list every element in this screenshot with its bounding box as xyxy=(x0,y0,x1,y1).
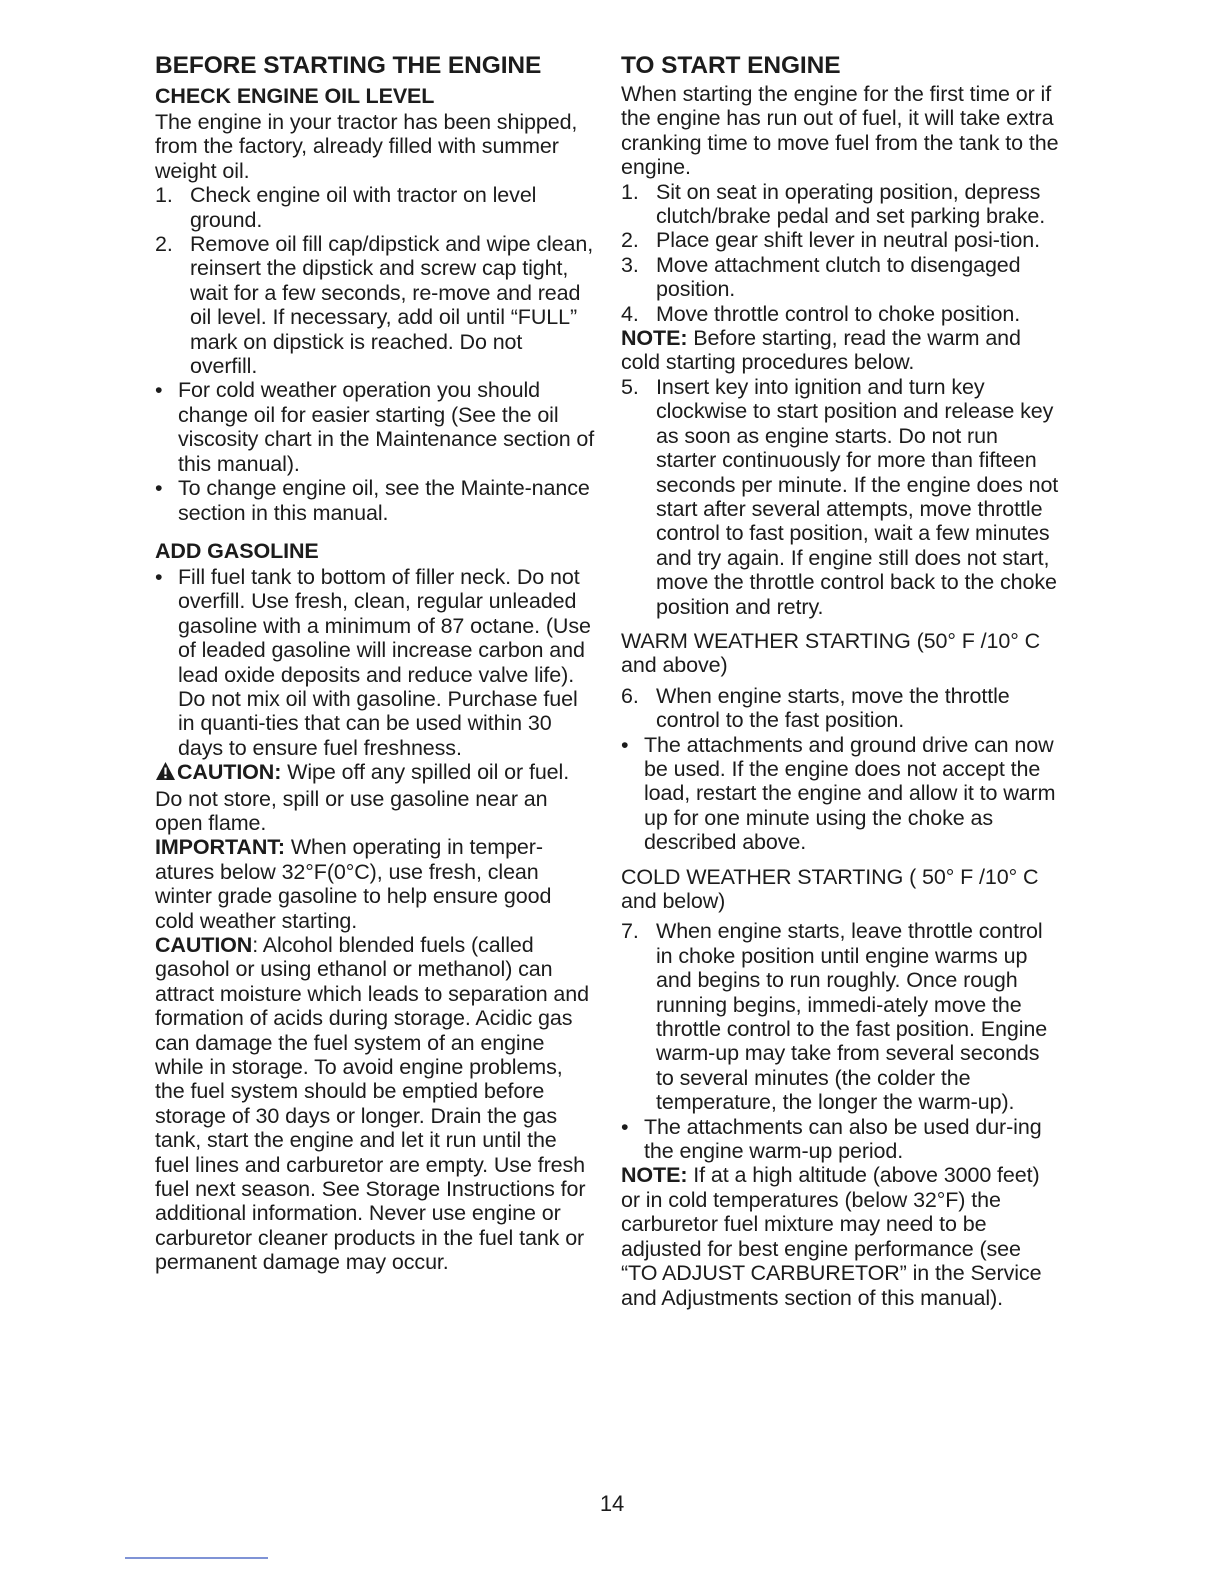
start-step-7: 7. When engine starts, leave throttle control in choke position until engine warms up and begins to run roughly. Once rough running begins, immedi-ately move the throttle control to the fast position. Engine warm-up may take from several seconds to several minutes (the colder the temperature, the longer the warm-up). xyxy=(621,919,1048,1115)
start-step-3: 3. Move attachment clutch to disengaged position. xyxy=(621,252,1021,302)
warm-weather-heading: WARM WEATHER STARTING (50° F /10° C and above) xyxy=(621,628,1041,678)
oil-step-2: 2. Remove oil fill cap/dipstick and wipe clean, reinsert the dipstick and screw cap tight, wait for a few seconds, re-move and read oil level. If necessary, add oil until “FULL” mark on dipstick is reached. Do not overfill. xyxy=(155,232,594,379)
start-step-5: 5. Insert key into ignition and turn key clockwise to start position and release key as soon as engine starts. Do not run starter continuously for more than fifteen seconds per minute. If the engine does not start after several attempts, move throttle control to fast position, wait a few minutes and try again. If engine still does not start, move the throttle control back to the choke position and retry. xyxy=(621,374,1059,619)
subheading-check-oil: CHECK ENGINE OIL LEVEL xyxy=(155,84,435,108)
oil-step-1: 1. Check engine oil with tractor on level ground. xyxy=(155,183,537,232)
subheading-add-gasoline: ADD GASOLINE xyxy=(155,538,319,563)
start-step-2: 2. Place gear shift lever in neutral posi-tion. xyxy=(621,228,1040,253)
note-high-altitude: NOTE: If at a high altitude (above 3000 feet) or in cold temperatures (below 32°F) the carburetor fuel mixture may need to be adjusted for best engine performance (see “TO ADJUST CARBURETOR” in the Service and Adjustments section of this manual). xyxy=(621,1163,1042,1310)
right-column xyxy=(621,50,1061,1310)
oil-intro: The engine in your tractor has been shipped, from the factory, already filled with summer weight oil. xyxy=(155,110,578,183)
left-column xyxy=(155,50,595,1275)
section-heading-to-start-engine: TO START ENGINE xyxy=(621,52,841,79)
start-intro: When starting the engine for the first time or if the engine has run out of fuel, it will take extra cranking time to move fuel from the tank to the engine. xyxy=(621,82,1059,180)
caution-alcohol-fuels: CAUTION: Alcohol blended fuels (called gasohol or using ethanol or methanol) can attract moisture which leads to separation and formation of acids during storage. Acidic gas can damage the fuel system of an engine while in storage. To avoid engine problems, the fuel system should be emptied before storage of 30 days or longer. Drain the gas tank, start the engine and let it run until the fuel lines and carburetor are empty. Use fresh fuel next season. See Storage Instructions for additional information. Never use engine or carburetor cleaner products in the fuel tank or permanent damage may occur. xyxy=(155,933,589,1275)
warm-bullet-attachments: • The attachments and ground drive can now be used. If the engine does not accept the load, restart the engine and allow it to warm up for one minute using the choke as described above. xyxy=(621,732,1056,855)
oil-bullet-cold-weather: • For cold weather operation you should change oil for easier starting (See the oil viscosity chart in the Maintenance section of this manual). xyxy=(155,378,595,476)
cold-weather-heading: COLD WEATHER STARTING ( 50° F /10° C and below) xyxy=(621,864,1039,913)
start-step-1: 1. Sit on seat in operating position, depress clutch/brake pedal and set parking brake. xyxy=(621,179,1046,229)
footer-rule xyxy=(125,1557,268,1559)
note-before-starting: NOTE: Before starting, read the warm and cold starting procedures below. xyxy=(621,326,1021,375)
caution-spill: CAUTION: Wipe off any spilled oil or fuel. Do not store, spill or use gasoline near an open flame. xyxy=(155,760,570,835)
page-number: 14 xyxy=(599,1491,625,1516)
gas-bullet-fill-tank: • Fill fuel tank to bottom of filler neck. Do not overfill. Use fresh, clean, regular unleaded gasoline with a minimum of 87 octane. (Use of leaded gasoline will increase carbon and lead oxide deposits and reduce valve life). Do not mix oil with gasoline. Purchase fuel in quanti-ties that can be used within 30 days to ensure fuel freshness. xyxy=(155,564,591,760)
start-step-6: 6. When engine starts, move the throttle control to the fast position. xyxy=(621,683,1010,733)
warning-triangle-icon xyxy=(155,761,176,786)
oil-bullet-change-oil: • To change engine oil, see the Mainte-nance section in this manual. xyxy=(155,476,590,525)
start-step-4: 4. Move throttle control to choke position. xyxy=(621,301,1021,326)
important-cold-weather: IMPORTANT: When operating in temper-atures below 32°F(0°C), use fresh, clean winter grade gasoline to help ensure good cold weather starting. xyxy=(155,835,552,933)
cold-bullet-attachments: • The attachments can also be used dur-ing the engine warm-up period. xyxy=(621,1114,1042,1164)
section-heading-before-starting: BEFORE STARTING THE ENGINE xyxy=(155,52,542,79)
